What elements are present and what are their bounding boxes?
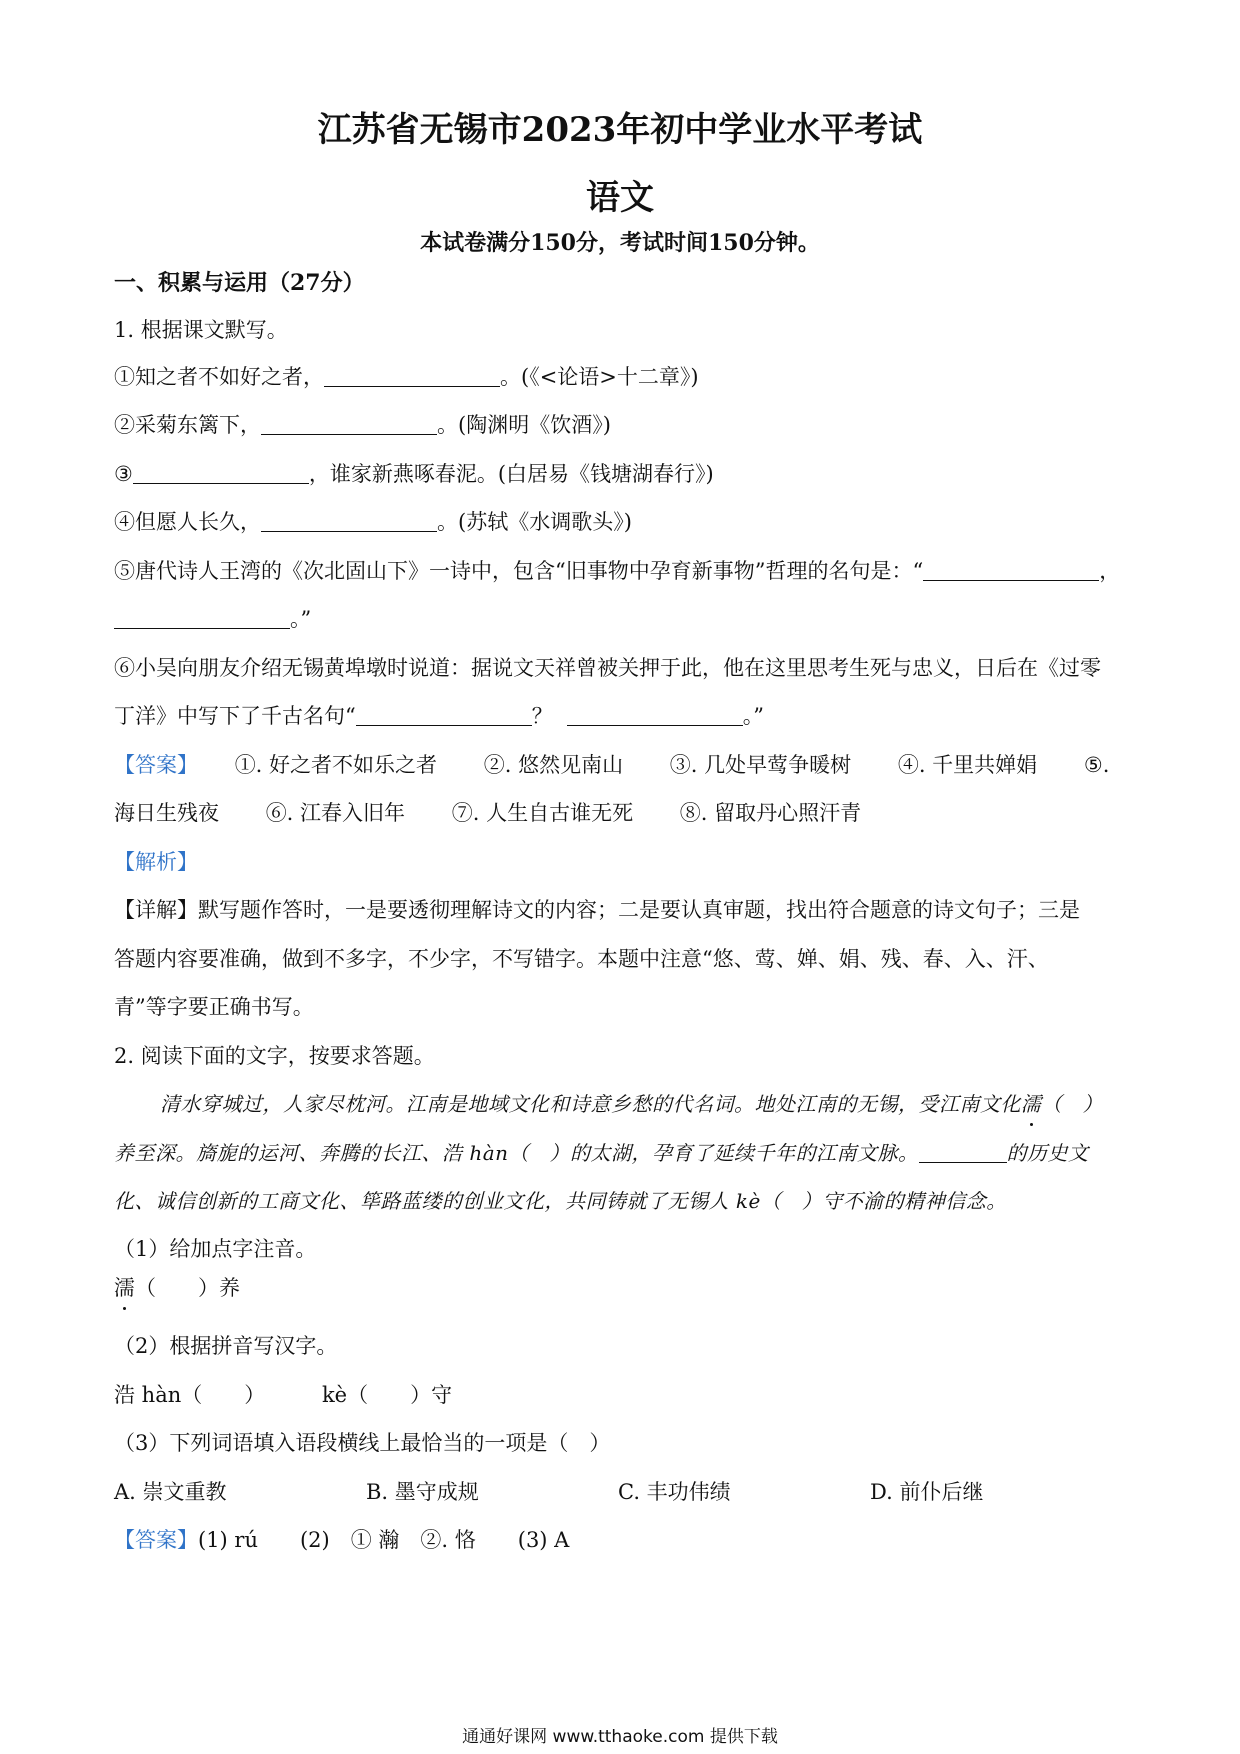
blank-6[interactable] (114, 606, 290, 629)
blank-2[interactable] (261, 412, 437, 435)
q2-stem: 2. 阅读下面的文字，按要求答题。 (114, 1044, 435, 1068)
q2-sub3: （3）下列词语填入语段横线上最恰当的一项是（ ） (114, 1431, 611, 1455)
dotted-char: 濡 (1021, 1089, 1042, 1119)
q1-item-6-line2 (114, 701, 764, 731)
q1-item-5-pre: ⑤唐代诗人王湾的《次北固山下》一诗中，包含“旧事物中孕育新事物”哲理的名句是：“ (114, 559, 924, 583)
q1-item-6-mid: ？ (531, 704, 553, 728)
q1-item-2 (114, 410, 611, 440)
detail-line1 (114, 895, 1080, 925)
q1-item-6-line1: ⑥小吴向朋友介绍无锡黄埠墩时说道：据说文天祥曾被关押于此，他在这里思考生死与忠义，日后在《过零 (114, 656, 1101, 680)
q2-passage-line2 (114, 1138, 1089, 1168)
q1-answer-line1 (114, 750, 1109, 780)
sub2-item-b: kè（ ）守 (321, 1383, 453, 1407)
q2-answer (114, 1525, 569, 1555)
answer-6: ⑥. 江春入旧年 (265, 801, 406, 825)
q1-stem: 1. 根据课文默写。 (114, 318, 288, 342)
q1-item-5-post: 。” (290, 607, 312, 631)
passage-text-2: 养至深。旖旎的运河、奔腾的长江、浩 hàn（ ）的太湖，孕育了延续千年的江南文脉。 (114, 1141, 919, 1165)
blank-3[interactable] (133, 461, 309, 484)
q1-item-6-pre: 丁洋》中写下了千古名句“ (114, 704, 356, 728)
option-c: C. 丰功伟绩 (618, 1480, 731, 1504)
analysis-tag: 【解析】 (114, 850, 198, 874)
q1-item-5 (114, 556, 1120, 586)
page-footer: 通通好课网 www.tthaoke.com 提供下载 (462, 1727, 778, 1747)
dotted-char-2: 濡 (114, 1273, 135, 1303)
section-heading: 一、积累与运用（27分） (114, 270, 365, 296)
q1-item-4-pre: ④但愿人长久， (114, 510, 261, 534)
detail-text-1: 默写题作答时，一是要透彻理解诗文的内容；二是要认真审题，找出符合题意的诗文句子；三是 (198, 898, 1080, 922)
q2-options (114, 1477, 983, 1507)
answer-tag: 【答案】 (114, 753, 198, 777)
exam-info: 本试卷满分150分，考试时间150分钟。 (420, 230, 820, 256)
exam-title: 江苏省无锡市2023年初中学业水平考试 (317, 110, 923, 150)
passage-text-2b: 的历史文 (1006, 1141, 1089, 1165)
q2-passage-line1 (160, 1089, 1103, 1119)
q2-answer-tag: 【答案】 (114, 1528, 198, 1552)
option-a: A. 崇文重教 (114, 1480, 227, 1504)
q1-item-4-post: 。(苏轼《水调歌头》) (437, 510, 632, 534)
answer-1: ①. 好之者不如乐之者 (234, 753, 438, 777)
q1-item-2-pre: ②采菊东篱下， (114, 413, 261, 437)
answer-5-label: ⑤. (1083, 753, 1110, 777)
q1-item-3 (114, 459, 714, 489)
option-b: B. 墨守成规 (366, 1480, 479, 1504)
passage-text-1: 清水穿城过，人家尽枕河。江南是地域文化和诗意乡愁的代名词。地处江南的无锡，受江南文化 (160, 1092, 1021, 1116)
subject-title: 语文 (586, 178, 654, 218)
answer-5: 海日生残夜 (114, 801, 219, 825)
answer-4: ④. 千里共婵娟 (897, 753, 1038, 777)
answer-3: ③. 几处早莺争暖树 (669, 753, 852, 777)
blank-7[interactable] (356, 703, 532, 726)
answer-7: ⑦. 人生自古谁无死 (451, 801, 634, 825)
q1-item-2-post: 。(陶渊明《饮酒》) (437, 413, 611, 437)
q2-answer-text: (1) rú (2) ① 瀚 ②. 恪 (3) A (198, 1528, 570, 1552)
passage-blank[interactable] (919, 1140, 1007, 1163)
q1-answer-line2 (114, 798, 861, 828)
sub1-paren: （ ）养 (135, 1276, 240, 1300)
sub2-item-a: 浩 hàn（ ） (114, 1383, 266, 1407)
q2-sub2-items (114, 1380, 452, 1410)
q2-sub2: （2）根据拼音写汉字。 (114, 1334, 338, 1358)
q1-item-1-pre: ①知之者不如好之者， (114, 365, 324, 389)
blank-1[interactable] (324, 364, 500, 387)
q1-item-3-post: ，谁家新燕啄春泥。(白居易《钱塘湖春行》) (308, 462, 714, 486)
q1-item-4 (114, 507, 632, 537)
detail-line3: 青”等字要正确书写。 (114, 995, 314, 1019)
option-d: D. 前仆后继 (870, 1480, 984, 1504)
q1-item-6-post: 。” (742, 704, 764, 728)
q1-item-1-post: 。(《<论语>十二章》) (500, 365, 699, 389)
blank-5[interactable] (923, 558, 1099, 581)
q2-passage-line3: 化、诚信创新的工商文化、筚路蓝缕的创业文化，共同铸就了无锡人 kè（ ）守不渝的精神信念。 (114, 1189, 1007, 1213)
detail-line2: 答题内容要准确，做到不多字，不少字，不写错字。本题中注意“悠、莺、婵、娟、残、春、入、汗、 (114, 947, 1049, 971)
q2-sub1: （1）给加点字注音。 (114, 1237, 317, 1261)
answer-2: ②. 悠然见南山 (483, 753, 624, 777)
blank-4[interactable] (261, 509, 437, 532)
blank-8[interactable] (567, 703, 743, 726)
q2-sub1-answer (114, 1273, 240, 1303)
q1-item-5-mid: ， (1099, 559, 1121, 583)
detail-tag: 【详解】 (114, 898, 198, 922)
q1-item-3-pre: ③ (114, 462, 133, 486)
passage-paren-1: （ ） (1041, 1092, 1103, 1116)
q1-item-5-cont (114, 604, 311, 634)
answer-8: ⑧. 留取丹心照汗青 (679, 801, 862, 825)
q1-item-1 (114, 362, 699, 392)
